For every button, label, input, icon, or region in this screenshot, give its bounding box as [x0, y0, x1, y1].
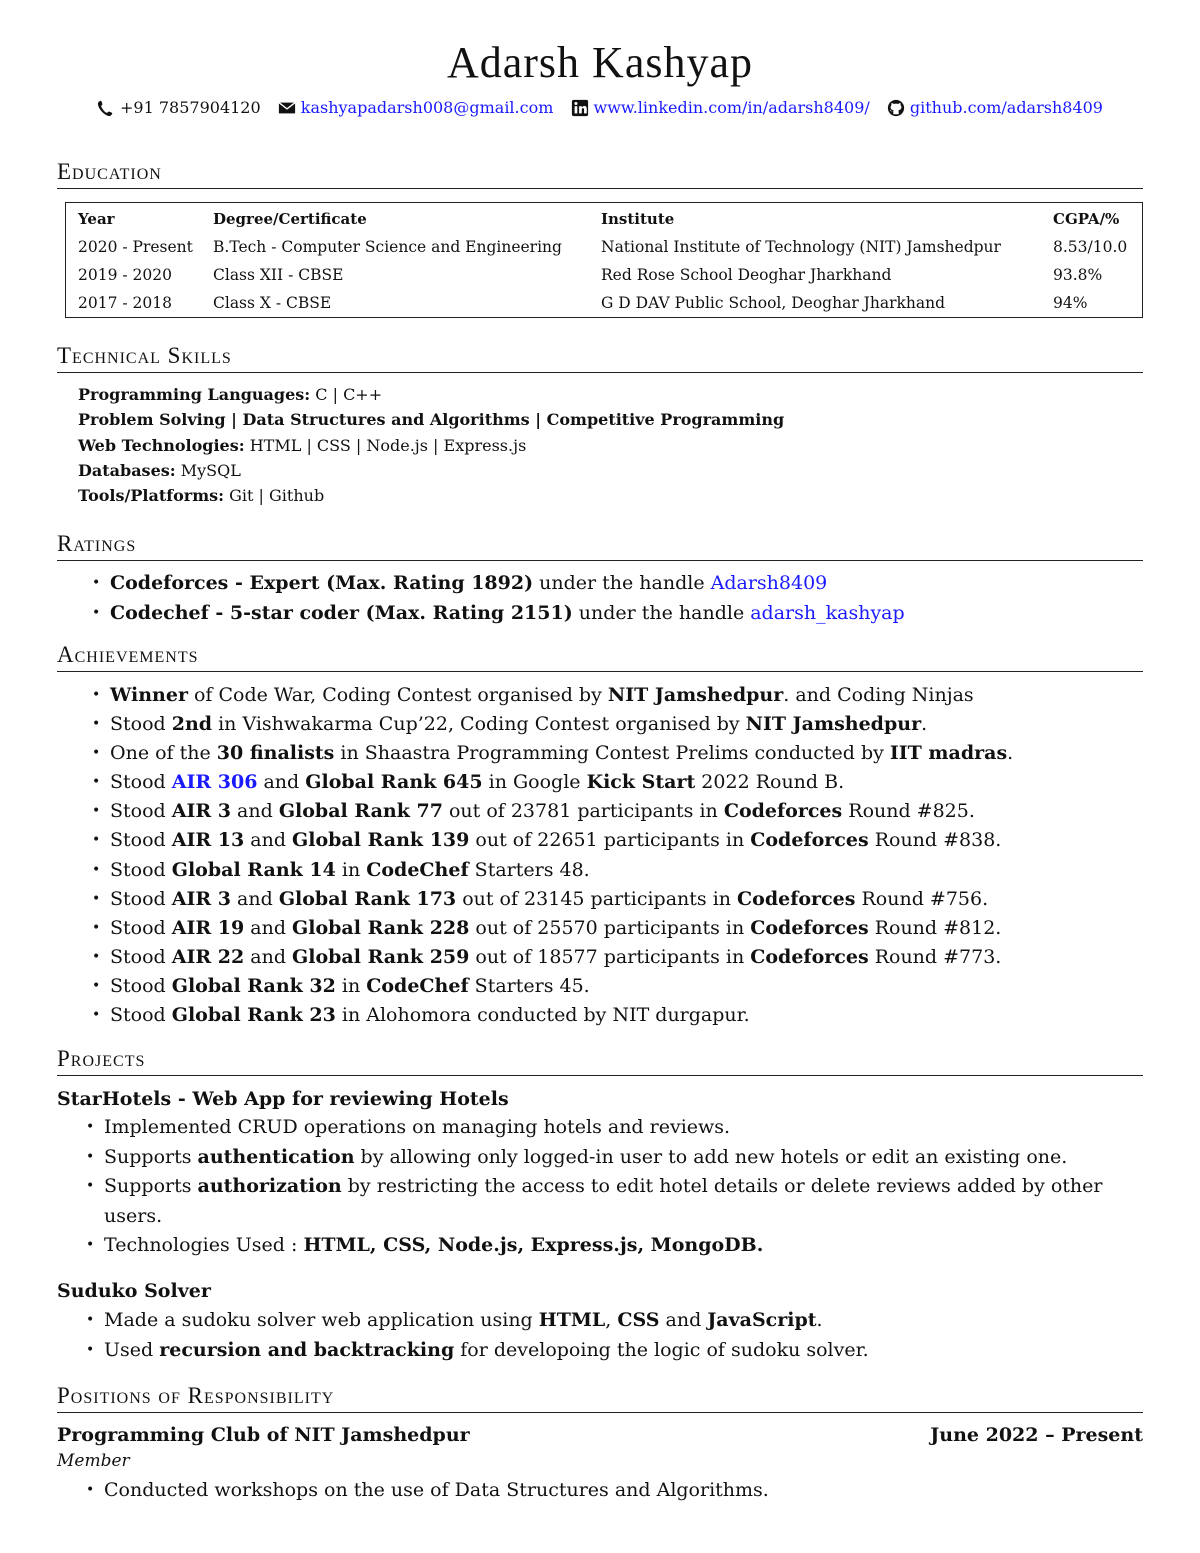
table-cell: Class XII - CBSE	[213, 266, 344, 284]
plain-text: Implemented CRUD operations on managing hotels and reviews.	[104, 1116, 731, 1138]
col-degree-header: Degree/Certificate	[213, 210, 367, 228]
plain-text: in Alohomora conducted by NIT durgapur.	[335, 1004, 750, 1027]
plain-text: in Vishwakarma Cup’22, Coding Contest organised by	[212, 713, 746, 736]
skill-label: Programming Languages:	[78, 385, 311, 404]
list-item	[88, 710, 1013, 739]
col-year-header: Year	[78, 210, 115, 228]
plain-text: Used	[104, 1338, 160, 1361]
list-item	[82, 1306, 1142, 1336]
por-role: Member	[57, 1451, 130, 1471]
plain-text: in	[335, 858, 367, 881]
bold-text: Global Rank 228	[292, 916, 470, 939]
table-cell: 2020 - Present	[78, 238, 193, 256]
github-icon	[887, 99, 905, 117]
ratings-heading: Ratings	[57, 530, 1143, 561]
plain-text: .	[1007, 742, 1014, 765]
por-date: June 2022 – Present	[930, 1424, 1143, 1446]
list-item	[82, 1336, 1142, 1366]
plain-text: One of the	[110, 742, 217, 765]
bold-text: AIR 3	[171, 800, 231, 823]
table-row	[66, 233, 1143, 261]
table-cell: G D DAV Public School, Deoghar Jharkhand	[601, 294, 946, 312]
skill-line	[78, 483, 784, 508]
plain-text: Round #756.	[855, 887, 989, 910]
table-cell: Red Rose School Deoghar Jharkhand	[601, 266, 892, 284]
skill-line	[78, 382, 784, 407]
table-cell: B.Tech - Computer Science and Engineering	[213, 238, 562, 256]
linkedin-contact[interactable]	[571, 96, 870, 120]
por-bullets	[82, 1476, 1142, 1506]
plain-text: in Google	[482, 771, 587, 794]
bold-text: authentication	[197, 1145, 355, 1168]
plain-text: and	[244, 916, 293, 939]
table-row	[66, 289, 1143, 318]
table-cell: 94%	[1053, 294, 1088, 312]
email-contact[interactable]	[278, 96, 554, 120]
inline-link[interactable]: AIR 306	[171, 771, 258, 794]
plain-text: out of 25570 participants in	[469, 916, 751, 939]
education-heading: Education	[57, 158, 1143, 189]
list-item	[82, 1172, 1142, 1231]
table-cell: 93.8%	[1053, 266, 1103, 284]
list-item	[82, 1113, 1142, 1143]
list-item	[88, 856, 1013, 885]
envelope-icon	[278, 99, 296, 117]
bold-text: NIT Jamshedpur	[607, 684, 784, 706]
bold-text: 2nd	[171, 713, 213, 736]
plain-text: 2022 Round B.	[695, 771, 845, 794]
bold-text: recursion and backtracking	[159, 1338, 455, 1361]
bold-text: AIR 19	[171, 916, 245, 939]
bold-text: Global Rank 173	[278, 887, 457, 910]
plain-text: in Shaastra Programming Contest Prelims conducted by	[334, 742, 890, 765]
candidate-name: Adarsh Kashyap	[446, 38, 754, 87]
bold-text: HTML, CSS, Node.js, Express.js, MongoDB.	[303, 1234, 764, 1256]
list-item	[88, 885, 1013, 914]
rating-text: under the handle	[572, 601, 751, 624]
rating-title: Codechef - 5-star coder (Max. Rating 2151)	[110, 601, 573, 624]
bold-text: AIR 3	[171, 887, 231, 910]
plain-text: and	[244, 945, 293, 968]
plain-text: Stood	[110, 829, 172, 852]
plain-text: Technologies Used :	[104, 1234, 304, 1256]
skill-label: Web Technologies:	[78, 435, 245, 455]
contact-bar	[0, 96, 1200, 124]
plain-text: Stood	[110, 974, 172, 997]
plain-text: .	[816, 1309, 823, 1331]
plain-text: Stood	[110, 945, 172, 968]
list-item	[88, 681, 1013, 710]
bold-text: IIT madras	[889, 742, 1008, 765]
codeforces-handle-link[interactable]: Adarsh8409	[710, 572, 828, 594]
skill-line	[78, 458, 784, 483]
list-item	[88, 943, 1013, 972]
list-item	[88, 739, 1013, 768]
phone-number: +91 7857904120	[120, 98, 261, 117]
skill-label: Tools/Platforms:	[78, 486, 225, 506]
bold-text: Codeforces	[750, 829, 869, 852]
plain-text: Starters 45.	[468, 974, 590, 997]
bold-text: Codeforces	[723, 800, 843, 823]
plain-text: Round #812.	[868, 916, 1002, 939]
plain-text: of Code War, Coding Contest organised by	[187, 684, 608, 706]
bold-text: AIR 13	[171, 829, 245, 852]
plain-text: Round #825.	[842, 800, 975, 823]
github-link[interactable]: github.com/adarsh8409	[909, 98, 1103, 117]
list-item	[88, 826, 1013, 855]
list-item	[82, 1143, 1142, 1173]
bold-text: AIR 22	[171, 945, 245, 968]
col-cgpa-header: CGPA/%	[1053, 210, 1120, 228]
table-cell: Class X - CBSE	[213, 294, 332, 312]
plain-text: and	[257, 771, 306, 794]
bold-text: Codeforces	[750, 916, 869, 939]
bold-text: Codeforces	[737, 887, 856, 910]
bold-text: Global Rank 14	[171, 858, 336, 881]
plain-text: and	[231, 800, 279, 823]
project-title: Suduko Solver	[57, 1280, 211, 1302]
skill-line	[78, 407, 784, 432]
project-bullets	[82, 1306, 1142, 1365]
list-item	[82, 1476, 1142, 1506]
skill-value: MySQL	[175, 460, 241, 480]
skill-label: Problem Solving | Data Structures and Algorithms | Competitive Programming	[78, 410, 785, 430]
email-link[interactable]: kashyapadarsh008@gmail.com	[300, 98, 554, 117]
bold-text: 30 finalists	[216, 742, 335, 765]
plain-text: Round #773.	[868, 945, 1002, 968]
bold-text: Global Rank 32	[171, 974, 336, 997]
plain-text: and	[231, 887, 279, 910]
plain-text: . and Coding Ninjas	[783, 684, 974, 706]
bold-text: NIT Jamshedpur	[745, 713, 922, 736]
github-contact[interactable]	[887, 96, 1103, 120]
phone-contact[interactable]	[97, 96, 261, 120]
plain-text: out of 18577 participants in	[469, 945, 751, 968]
education-table	[65, 202, 1143, 318]
plain-text: out of 22651 participants in	[469, 829, 751, 852]
plain-text: for developoing the logic of sudoku solver.	[454, 1338, 869, 1361]
bold-text: Global Rank 77	[278, 800, 443, 823]
projects-heading: Projects	[57, 1045, 1143, 1076]
plain-text: Stood	[110, 800, 172, 823]
skill-value: C | C++	[310, 385, 383, 404]
list-item	[88, 914, 1013, 943]
bold-text: authorization	[197, 1175, 342, 1197]
plain-text: out of 23781 participants in	[442, 800, 724, 823]
achievements-list	[88, 681, 1013, 1030]
skill-value: Git | Github	[224, 486, 325, 506]
table-cell: 2017 - 2018	[78, 294, 172, 312]
bold-text: Global Rank 645	[305, 771, 483, 794]
table-cell: 2019 - 2020	[78, 266, 172, 284]
table-cell: 8.53/10.0	[1053, 238, 1128, 256]
bold-text: CodeChef	[366, 858, 469, 881]
plain-text: Supports	[104, 1145, 198, 1168]
list-item	[88, 768, 1013, 797]
plain-text: Stood	[110, 858, 172, 881]
plain-text: Round #838.	[868, 829, 1002, 852]
plain-text: and	[659, 1309, 708, 1331]
por-heading: Positions of Responsibility	[57, 1382, 1143, 1413]
plain-text: Supports	[104, 1175, 198, 1197]
linkedin-link[interactable]: www.linkedin.com/in/adarsh8409/	[593, 98, 870, 117]
plain-text: and	[244, 829, 293, 852]
bold-text: Global Rank 139	[292, 829, 470, 852]
list-item	[88, 599, 905, 629]
skill-label: Databases:	[78, 460, 176, 480]
plain-text: Starters 48.	[468, 858, 590, 881]
skill-value: HTML | CSS | Node.js | Express.js	[244, 435, 527, 455]
bold-text: JavaScript	[707, 1309, 817, 1331]
plain-text: .	[921, 713, 928, 736]
col-institute-header: Institute	[601, 210, 675, 228]
skills-block	[78, 382, 784, 508]
linkedin-icon	[571, 99, 589, 117]
bold-text: CodeChef	[366, 974, 469, 997]
table-cell: National Institute of Technology (NIT) Jamshedpur	[601, 238, 1001, 256]
ratings-list	[88, 569, 905, 628]
bold-text: Codeforces	[750, 945, 869, 968]
bold-text: Kick Start	[586, 771, 696, 794]
plain-text: in	[335, 974, 367, 997]
phone-icon	[97, 99, 115, 117]
list-item	[88, 972, 1013, 1001]
bold-text: Global Rank 259	[292, 945, 470, 968]
skills-heading: Technical Skills	[57, 342, 1143, 373]
project-title: StarHotels - Web App for reviewing Hotels	[57, 1088, 509, 1110]
list-item	[88, 797, 1013, 826]
project-bullets	[82, 1113, 1142, 1261]
codechef-handle-link[interactable]: adarsh_kashyap	[750, 601, 905, 624]
por-organization: Programming Club of NIT Jamshedpur	[57, 1424, 470, 1446]
bold-text: HTML	[538, 1309, 606, 1331]
bold-text: Global Rank 23	[171, 1004, 336, 1027]
bold-text: CSS	[617, 1309, 660, 1331]
rating-title: Codeforces - Expert (Max. Rating 1892)	[110, 572, 534, 594]
list-item	[88, 1001, 1013, 1030]
plain-text: out of 23145 participants in	[456, 887, 738, 910]
plain-text: Stood	[110, 713, 172, 736]
plain-text: by allowing only logged-in user to add new hotels or edit an existing one.	[354, 1145, 1068, 1168]
list-item	[82, 1231, 1142, 1261]
list-item	[88, 569, 905, 599]
plain-text: Stood	[110, 887, 172, 910]
table-row	[66, 261, 1143, 289]
bold-text: Winner	[110, 684, 188, 706]
plain-text: Conducted workshops on the use of Data Structures and Algorithms.	[104, 1479, 769, 1501]
plain-text: Made a sudoku solver web application using	[104, 1309, 539, 1331]
plain-text: Stood	[110, 771, 172, 794]
plain-text: Stood	[110, 1004, 172, 1027]
education-header-row	[66, 203, 1143, 234]
achievements-heading: Achievements	[57, 641, 1143, 672]
rating-text: under the handle	[533, 572, 711, 594]
plain-text: ,	[605, 1309, 618, 1331]
plain-text: by restricting the access to edit hotel details or delete reviews added by other users.	[104, 1175, 1103, 1227]
skill-line	[78, 433, 784, 458]
plain-text: Stood	[110, 916, 172, 939]
